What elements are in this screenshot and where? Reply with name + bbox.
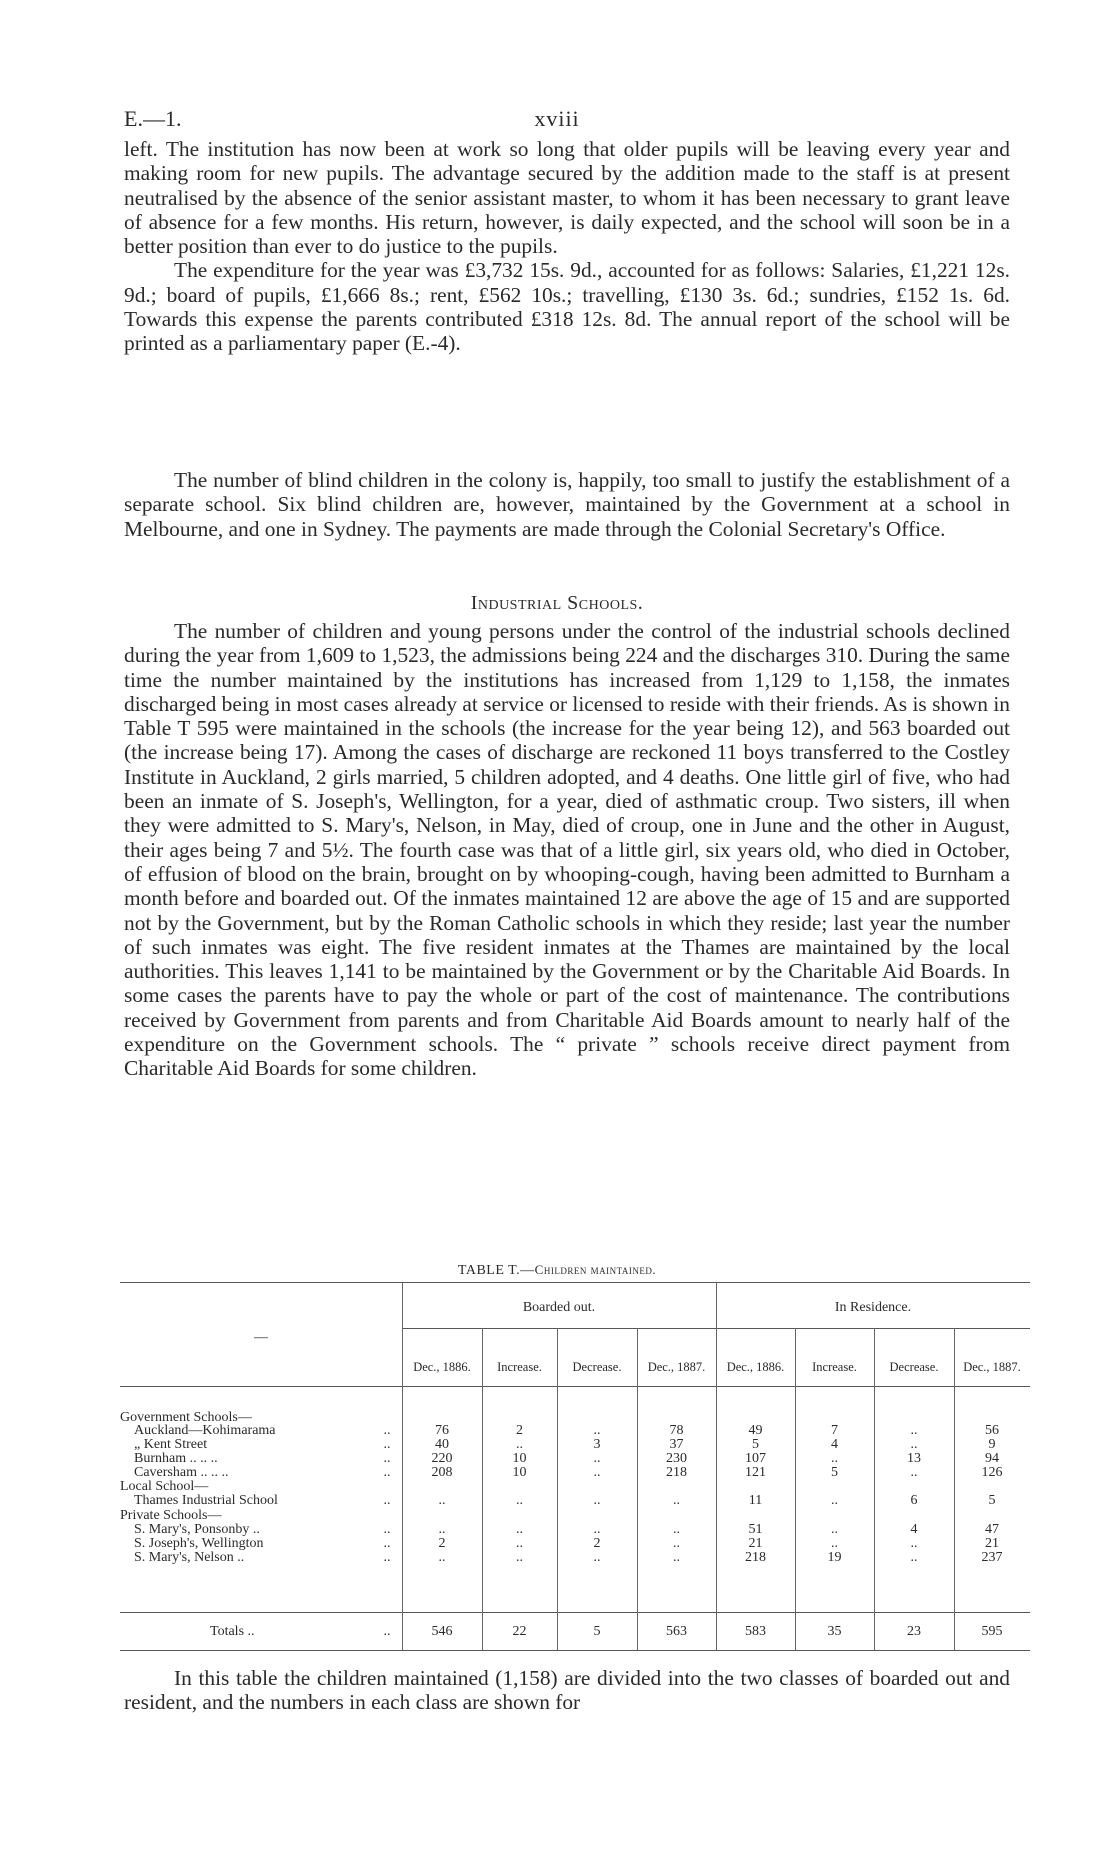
paragraph-2-text: The expenditure for the year was £3,732 15s. 9d., accounted for as follows: Salaries, £1,221 12s. 9d.; board of pupils, £1,666 8s.; rent, £562 10s.; travelling, £130 3s. 6d.; sundries, £152 1s. 6d. Towards this expense the parents contributed £318 12s. 8d. The annual report of the school will be printed as a parliamentary paper (E.-4).: [124, 258, 1010, 356]
totals-cell: 546: [431, 1624, 453, 1639]
table-cell: ..: [516, 1536, 523, 1551]
row-label: S. Mary's, Nelson ..: [134, 1550, 245, 1565]
table-cell: ..: [910, 1465, 918, 1480]
table-cell: 21: [985, 1536, 999, 1551]
table-cell: ..: [516, 1493, 523, 1508]
table-cell: 11: [748, 1493, 763, 1508]
group-in-residence: In Residence.: [834, 1300, 912, 1315]
table-cell: ..: [593, 1423, 601, 1438]
table-cell: ..: [910, 1550, 918, 1565]
table-cell: 56: [985, 1423, 999, 1438]
table-cell: 2: [516, 1423, 523, 1438]
col-header-5: Dec., 1886.: [726, 1360, 785, 1374]
totals-label: Totals ..: [210, 1624, 255, 1639]
row-leader: ..: [383, 1423, 391, 1438]
table-cell: ..: [831, 1493, 838, 1508]
col-header-1: Dec., 1886.: [413, 1360, 471, 1374]
table-cell: ..: [593, 1465, 601, 1480]
table-cell: 7: [831, 1423, 838, 1438]
table-col-divider: [795, 1328, 796, 1650]
table-cell: 5: [988, 1493, 996, 1508]
row-label: Local School—: [120, 1479, 209, 1494]
table-cell: 78: [669, 1423, 684, 1438]
table-top-rule: [120, 1282, 1030, 1283]
table-cell: ..: [673, 1493, 680, 1508]
section-heading: Industrial Schools.: [470, 592, 644, 614]
row-label: Thames Industrial School: [134, 1493, 278, 1508]
table-caption-prefix: TABLE T.—: [457, 1263, 535, 1278]
table-cell: ..: [673, 1522, 680, 1537]
row-leader: ..: [383, 1536, 391, 1551]
totals-cell: 5: [593, 1624, 601, 1639]
table-cell: 218: [666, 1465, 687, 1480]
table-cell: ..: [910, 1423, 918, 1438]
table-cell: 3: [593, 1437, 601, 1452]
table-cell: 4: [831, 1437, 838, 1452]
table-cell: ..: [516, 1437, 523, 1452]
paragraph-1: [124, 137, 1010, 356]
paragraph-5: [124, 1666, 1010, 1715]
table-cell: 107: [745, 1451, 766, 1466]
table-caption-title: Children maintained.: [534, 1262, 657, 1277]
row-label: Private Schools—: [120, 1508, 222, 1523]
table-cell: 13: [907, 1451, 921, 1466]
paragraph-1-text: left. The institution has now been at work so long that older pupils will be leaving every year and making room for new pupils. The advantage secured by the addition made to the staff is at present neutralised by the absence of the senior assistant master, to whom it has been necessary to grant leave of absence for a few months. His return, however, is daily expected, and the school will soon be in a better position than ever to do justice to the pupils.: [124, 137, 1010, 259]
table-cell: 4: [910, 1522, 918, 1537]
col-header-8: Dec., 1887.: [963, 1360, 1021, 1374]
table-cell: ..: [673, 1550, 680, 1565]
table-cell: 121: [745, 1465, 766, 1480]
table-cell: 47: [985, 1522, 999, 1537]
children-maintained-table: [120, 1282, 1030, 1652]
table-cell: ..: [910, 1437, 918, 1452]
table-cell: ..: [438, 1550, 446, 1565]
table-cell: ..: [593, 1550, 601, 1565]
table-cell: 6: [910, 1493, 918, 1508]
col-header-2: Increase.: [497, 1360, 542, 1374]
table-cell: 19: [827, 1550, 842, 1565]
row-leader: ..: [383, 1522, 391, 1537]
table-col-divider: [954, 1328, 955, 1650]
row-leader: ..: [383, 1493, 391, 1508]
row-leader: ..: [383, 1465, 391, 1480]
table-cell: 51: [748, 1522, 763, 1537]
totals-cell: 23: [907, 1624, 921, 1639]
row-label: S. Joseph's, Wellington: [134, 1536, 264, 1551]
group-boarded-out: Boarded out.: [522, 1300, 596, 1315]
row-label: S. Mary's, Ponsonby ..: [134, 1522, 260, 1537]
totals-leader: ..: [383, 1624, 391, 1639]
table-cell: 9: [988, 1437, 996, 1452]
row-label: Caversham .. .. ..: [134, 1465, 229, 1480]
table-cell: 230: [666, 1451, 687, 1466]
row-label: Auckland—Kohimarama: [134, 1423, 276, 1438]
totals-cell: 583: [745, 1624, 766, 1639]
table-cell: 40: [435, 1437, 449, 1452]
col-header-4: Dec., 1887.: [647, 1360, 706, 1374]
table-bottom-rule: [120, 1650, 1030, 1651]
table-header-rule: [120, 1386, 1030, 1387]
table-cell: ..: [438, 1493, 446, 1508]
table-cell: ..: [831, 1451, 838, 1466]
totals-cell: 22: [512, 1624, 527, 1639]
page-ref: E.—1.: [124, 106, 182, 131]
table-cell: ..: [831, 1522, 838, 1537]
table-cell: 237: [981, 1550, 1003, 1565]
table-col-divider: [557, 1328, 558, 1650]
table-cell: 208: [431, 1465, 453, 1480]
table-cell: 5: [752, 1437, 759, 1452]
table-cell: 37: [669, 1437, 684, 1452]
table-cell: ..: [910, 1536, 918, 1551]
paragraph-5-text: In this table the children maintained (1,158) are divided into the two classes of boarded out and resident, and the numbers in each class are shown for: [124, 1666, 1010, 1715]
row-leader: ..: [383, 1451, 391, 1466]
table-cell: 94: [985, 1451, 999, 1466]
totals-cell: 35: [827, 1624, 842, 1639]
table-cell: 2: [593, 1536, 601, 1551]
table-cell: 49: [748, 1423, 763, 1438]
table-totals-rule: [120, 1612, 1030, 1613]
paragraph-3: [124, 468, 1010, 541]
table-col-divider: [874, 1328, 875, 1650]
table-cell: ..: [593, 1493, 601, 1508]
table-cell: 21: [748, 1536, 763, 1551]
table-cell: ..: [516, 1550, 523, 1565]
table-col-divider: [482, 1328, 483, 1650]
paragraph-4-text: The number of children and young persons under the control of the industrial schools declined during the year from 1,609 to 1,523, the admissions being 224 and the discharges 310. During the same time the number maintained by the institutions has increased from 1,129 to 1,158, the inmates discharged being in most cases already at service or licensed to reside with their friends. As is shown in Table T 595 were maintained in the schools (the increase for the year being 12), and 563 boarded out (the increase being 17). Among the cases of discharge are reckoned 11 boys transferred to the Costley Institute in Auckland, 2 girls married, 5 children adopted, and 4 deaths. One little girl of five, who had been an inmate of S. Joseph's, Wellington, for a year, died of asthmatic croup. Two sisters, ill when they were admitted to S. Mary's, Nelson, in May, died of croup, one in June and the other in August, their ages being 7 and 5½. The fourth case was that of a little girl, six years old, who died in October, of effusion of blood on the brain, brought on by whooping-cough, having been admitted to Burnham a month before and boarded out. Of the inmates maintained 12 are above the age of 15 and are supported not by the Government, but by the Roman Catholic schools in which they reside; last year the number of such inmates was eight. The five resident inmates at the Thames are maintained by the local authorities. This leaves 1,141 to be maintained by the Government or by the Charitable Aid Boards. In some cases the parents have to pay the whole or part of the cost of maintenance. The contributions received by Government from parents and from Charitable Aid Boards amount to nearly half of the expenditure on the Government schools. The “ private ” schools receive direct payment from Charitable Aid Boards for some children.: [124, 619, 1010, 1081]
table-corner: —: [254, 1330, 268, 1345]
totals-cell: 563: [666, 1624, 687, 1639]
row-label: Burnham .. .. ..: [134, 1451, 218, 1466]
table-cell: 2: [438, 1536, 446, 1551]
table-cell: 5: [831, 1465, 838, 1480]
table-cell: ..: [831, 1536, 838, 1551]
table-cell: 220: [431, 1451, 453, 1466]
col-header-6: Increase.: [812, 1360, 857, 1374]
table-col-divider: [637, 1328, 638, 1650]
row-leader: ..: [383, 1437, 391, 1452]
table-cell: ..: [593, 1522, 601, 1537]
paragraph-4: [124, 619, 1010, 1081]
row-label: „ Kent Street: [134, 1437, 208, 1452]
table-caption: [0, 1262, 1114, 1279]
col-header-7: Decrease.: [889, 1360, 939, 1374]
page-number: xviii: [534, 106, 580, 131]
table-cell: ..: [673, 1536, 680, 1551]
col-header-3: Decrease.: [572, 1360, 622, 1374]
table-cell: 76: [435, 1423, 449, 1438]
table-cell: 10: [512, 1465, 527, 1480]
row-label: Government Schools—: [120, 1410, 252, 1425]
paragraph-3-text: The number of blind children in the colony is, happily, too small to justify the establishment of a separate school. Six blind children are, however, maintained by the Government at a school in Melbourne, and one in Sydney. The payments are made through the Colonial Secretary's Office.: [124, 468, 1010, 541]
table-cell: ..: [593, 1451, 601, 1466]
totals-cell: 595: [981, 1624, 1003, 1639]
table-cell: 126: [981, 1465, 1003, 1480]
table-cell: ..: [516, 1522, 523, 1537]
table-cell: 218: [745, 1550, 766, 1565]
table-cell: ..: [438, 1522, 446, 1537]
table-cell: 10: [512, 1451, 527, 1466]
row-leader: ..: [383, 1550, 391, 1565]
